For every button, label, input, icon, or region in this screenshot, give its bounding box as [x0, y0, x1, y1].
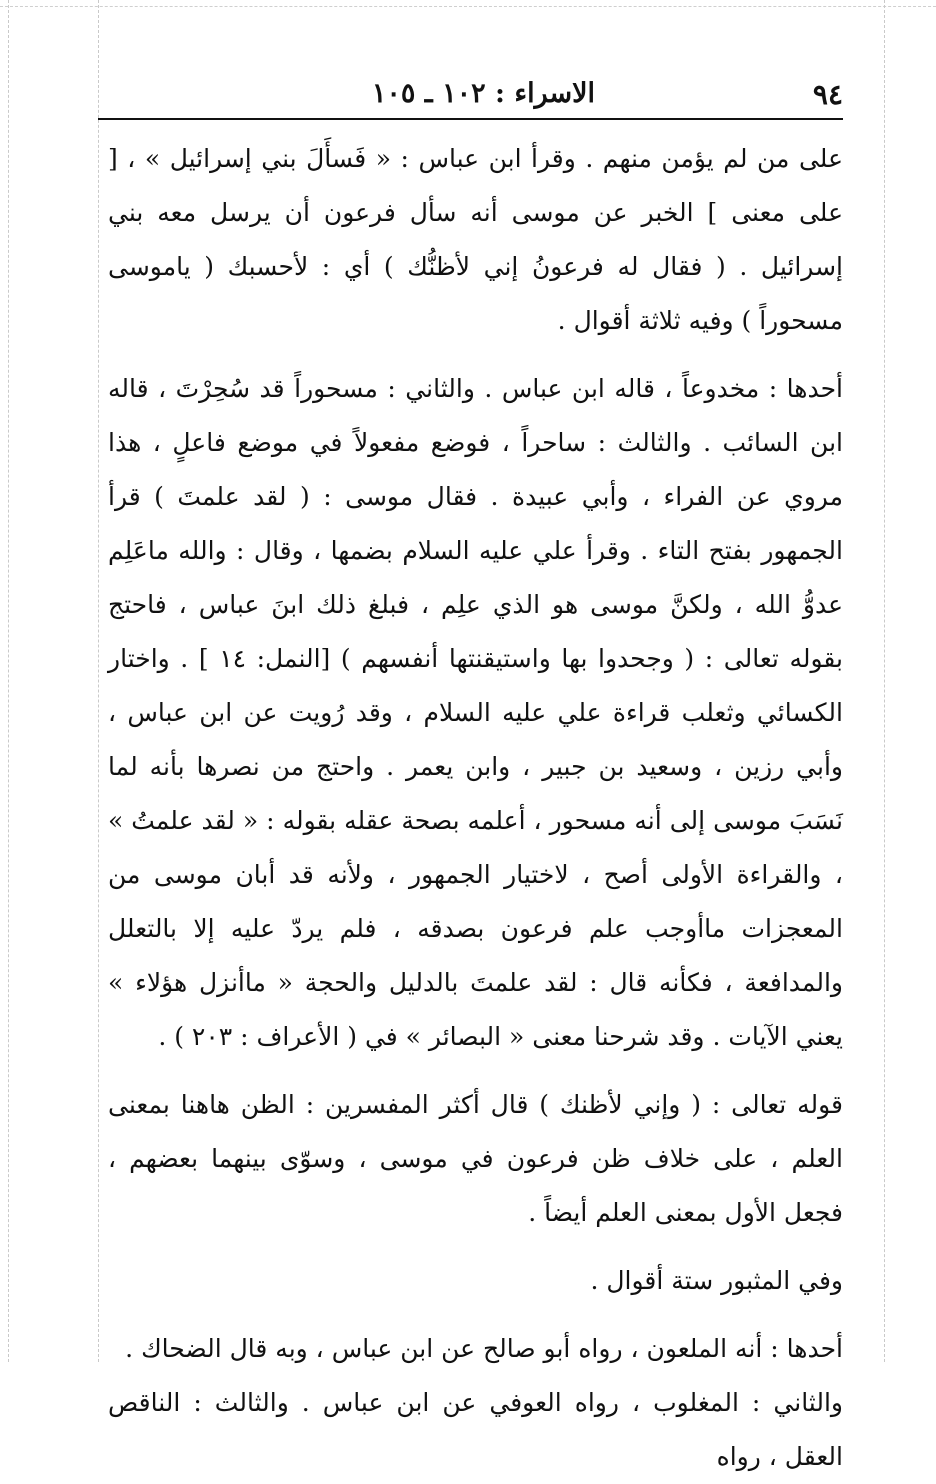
paragraph-6: والثاني : المغلوب ، رواه العوفي عن ابن عباس . والثالث : الناقص العقل ، رواه	[108, 1388, 843, 1471]
paragraph-5: أحدها : أنه الملعون ، رواه أبو صالح عن ابن عباس ، وبه قال الضحاك .	[125, 1334, 843, 1363]
paragraph-1: على من لم يؤمن منهم . وقرأ ابن عباس : « فَسأَلَ بني إسرائيل » ، [ على معنى ] الخبر عن موسى أنه سأل فرعون أن يرسل معه بني إسرائيل . ( فقال له فرعونُ إني لأظنُّك ) أي : لأحسبك ( ياموسى مسحوراً ) وفيه ثلاثة أقوال .	[108, 144, 843, 335]
scan-guide-top	[0, 6, 936, 7]
page-number: ٩٤	[812, 78, 843, 111]
paragraph-2: أحدها : مخدوعاً ، قاله ابن عباس . والثاني : مسحوراً قد سُحِرْتَ ، قاله ابن السائب . والثالث : ساحراً ، فوضع مفعولاً في موضع فاعلٍ ، هذا مروي عن الفراء ، وأبي عبيدة . فقال موسى : ( لقد علمتَ ) قرأ الجمهور بفتح التاء . وقرأ علي عليه السلام بضمها ، وقال : والله ماعَلِم عدوُّ الله ، ولكنَّ موسى هو الذي علِم ، فبلغ ذلك ابنَ عباس ، فاحتج بقوله تعالى : ( وجحدوا بها واستيقنتها أنفسهم ) [النمل: ١٤ ] . واختار الكسائي وثعلب قراءة علي عليه السلام ، وقد رُويت عن ابن عباس ، وأبي رزين ، وسعيد بن جبير ، وابن يعمر . واحتج من نصرها بأنه لما نَسَبَ موسى إلى أنه مسحور ، أعلمه بصحة عقله بقوله : « لقد علمتُ » ، والقراءة الأولى أصح ، لاختيار الجمهور ، ولأنه قد أبان موسى من المعجزات ماأوجب علم فرعون بصدقه ، فلم يردّ عليه إلا بالتعلل والمدافعة ، فكأنه قال : لقد علمتَ بالدليل والحجة « ماأنزل هؤلاء » يعني الآيات . وقد شرحنا معنى « البصائر » في ( الأعراف : ٢٠٣ ) .	[108, 374, 844, 1051]
running-head: الاسراء : ١٠٢ ـ ١٠٥	[371, 78, 595, 109]
paragraph-3: قوله تعالى : ( وإني لأظنك ) قال أكثر المفسرين : الظن هاهنا بمعنى العلم ، على خلاف ظن فرعون في موسى ، وسوّى بينهما بعضهم ، فجعل الأول بمعنى العلم أيضاً .	[108, 1090, 843, 1227]
scan-guide-margin-right	[884, 0, 885, 1362]
paragraph-4: وفي المثبور ستة أقوال .	[590, 1266, 843, 1295]
header-rule	[98, 118, 843, 120]
page-header	[98, 66, 843, 120]
scan-guide-margin-left	[98, 0, 99, 1362]
scan-guide-left	[8, 0, 9, 1362]
body-text	[108, 132, 843, 1484]
